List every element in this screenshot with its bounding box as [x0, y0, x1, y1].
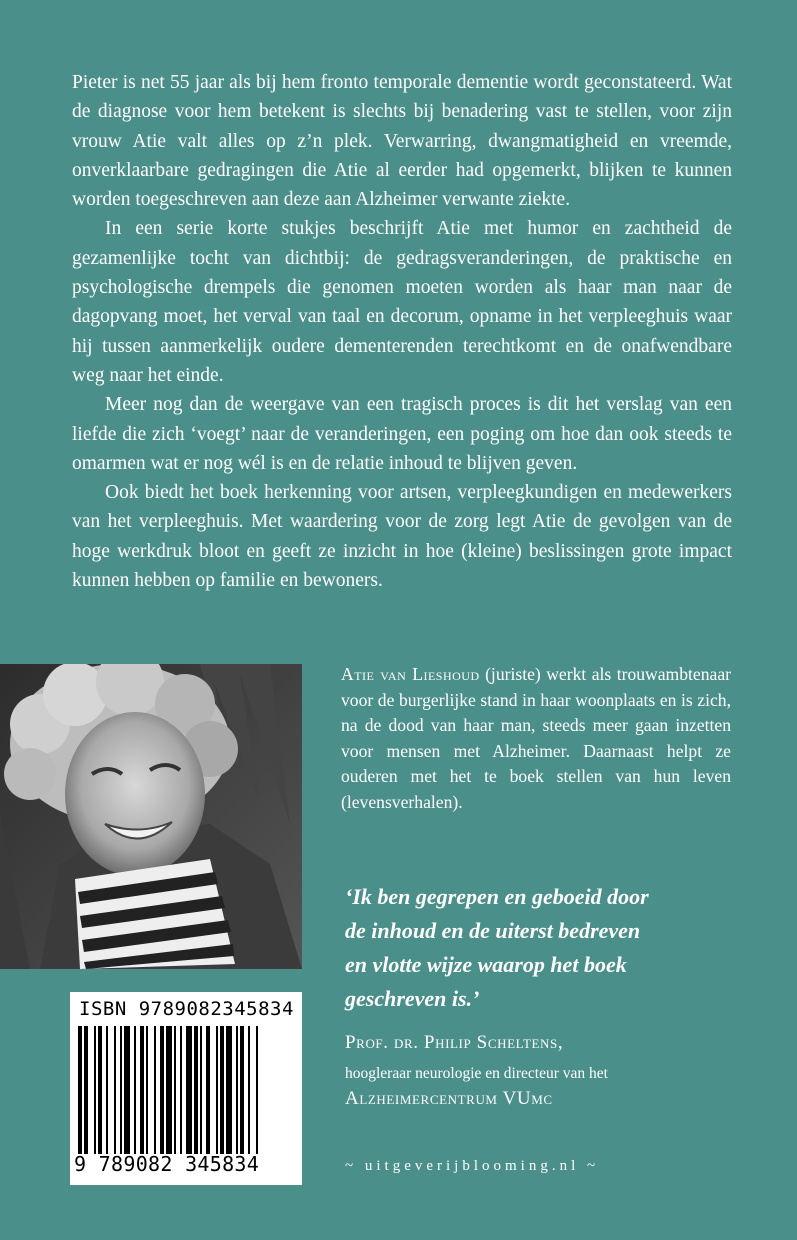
barcode-bar — [78, 1026, 82, 1154]
barcode-bar — [134, 1026, 136, 1154]
quote-attribution — [345, 1030, 765, 1112]
isbn-barcode — [70, 992, 302, 1185]
blurb-paragraph-2: In een serie korte stukjes beschrijft Atie met humor en zachtheid de gezamenlijke tocht van dichtbij: de gedragsveranderingen, de praktische en psychologische drempels die genomen moeten worden als haar man naar de dagopvang moet, het verval van taal en decorum, opname in het verpleeghuis waar hij tussen aanmerkelijk oudere dementerenden terechtkomt en de onafwendbare weg naar het einde. — [72, 218, 732, 386]
barcode-bar — [146, 1026, 148, 1154]
barcode-bar — [174, 1026, 176, 1154]
barcode-bar — [194, 1026, 198, 1154]
barcode-bar — [106, 1026, 108, 1154]
quote-line-4: geschreven is.’ — [345, 986, 480, 1011]
barcode-bar — [154, 1026, 156, 1154]
barcode-bar — [236, 1026, 238, 1154]
barcode-bar — [206, 1026, 210, 1154]
author-name: Atie van Lieshoud — [341, 664, 480, 684]
barcode-bar — [216, 1026, 218, 1154]
barcode-bar — [240, 1026, 244, 1154]
blurb-paragraph-3: Meer nog dan de weergave van een tragisch proces is dit het verslag van een liefde die zich ‘voegt’ naar de veranderingen, een poging om hoe dan ook steeds te omarmen wat er nog wél is en de relatie inhoud te blijven geven. — [72, 394, 732, 474]
barcode-digits: 9 789082 345834 — [74, 1152, 260, 1176]
quote-line-1: ‘Ik ben gegrepen en geboeid door — [345, 884, 649, 909]
barcode-bar — [160, 1026, 164, 1154]
quote-line-3: en vlotte wijze waarop het boek — [345, 952, 627, 977]
quote-line-2: de inhoud en de uiterst bedreven — [345, 918, 641, 943]
barcode-bar — [256, 1026, 258, 1154]
barcode-bar — [180, 1026, 182, 1154]
barcode-bar — [186, 1026, 192, 1154]
barcode-bar — [166, 1026, 172, 1154]
author-bio — [341, 662, 731, 815]
barcode-bar — [248, 1026, 250, 1154]
attribution-name: Prof. dr. Philip Scheltens, — [345, 1032, 564, 1053]
barcode-bar — [220, 1026, 224, 1154]
back-cover-blurb — [72, 68, 732, 595]
barcode-bar — [94, 1026, 96, 1154]
endorsement-quote — [345, 880, 745, 1016]
barcode-bar — [98, 1026, 102, 1154]
publisher-website: ~ uitgeverijblooming.nl ~ — [345, 1158, 600, 1174]
barcode-bar — [120, 1026, 122, 1154]
author-photo — [0, 664, 302, 969]
barcode-bar — [140, 1026, 144, 1154]
barcode-bar — [200, 1026, 202, 1154]
barcode-bar — [114, 1026, 116, 1154]
author-bio-text: (juriste) werkt als trouwambtenaar voor de burgerlijke stand in haar woonplaats en is zich, na de dood van haar man, steeds meer gaan inzetten voor mensen met Alzheimer. Daarnaast helpt ze ouderen met het te boek stellen van hun leven (levensverhalen). — [341, 664, 731, 812]
isbn-label: ISBN 9789082345834 — [79, 998, 294, 1020]
blurb-paragraph-1: Pieter is net 55 jaar als bij hem fronto temporale dementie wordt geconstateerd. Wat de diagnose voor hem betekent is slechts bij benadering vast te stellen, voor zijn vrouw Atie valt alles op z’n plek. Verwarring, dwangmatigheid en vreemde, onverklaarbare gedragingen die Atie al eerder had opgemerkt, blijken te kunnen worden toegeschreven aan deze aan Alzheimer verwante ziekte. — [72, 72, 732, 211]
barcode-bar — [124, 1026, 130, 1154]
blurb-paragraph-4: Ook biedt het boek herkenning voor artsen, verpleegkundigen en medewerkers van het verpleeghuis. Met waardering voor de zorg legt Atie de gevolgen van de hoge werkdruk bloot en geeft ze inzicht in hoe (kleine) beslissingen grote impact kunnen hebben op familie en bewoners. — [72, 482, 732, 592]
barcode-bar — [226, 1026, 232, 1154]
attribution-role: hoogleraar neurologie en directeur van het — [345, 1065, 608, 1082]
attribution-institution: Alzheimercentrum VUmc — [345, 1088, 553, 1109]
barcode-bars — [78, 1026, 294, 1154]
barcode-bar — [84, 1026, 88, 1154]
